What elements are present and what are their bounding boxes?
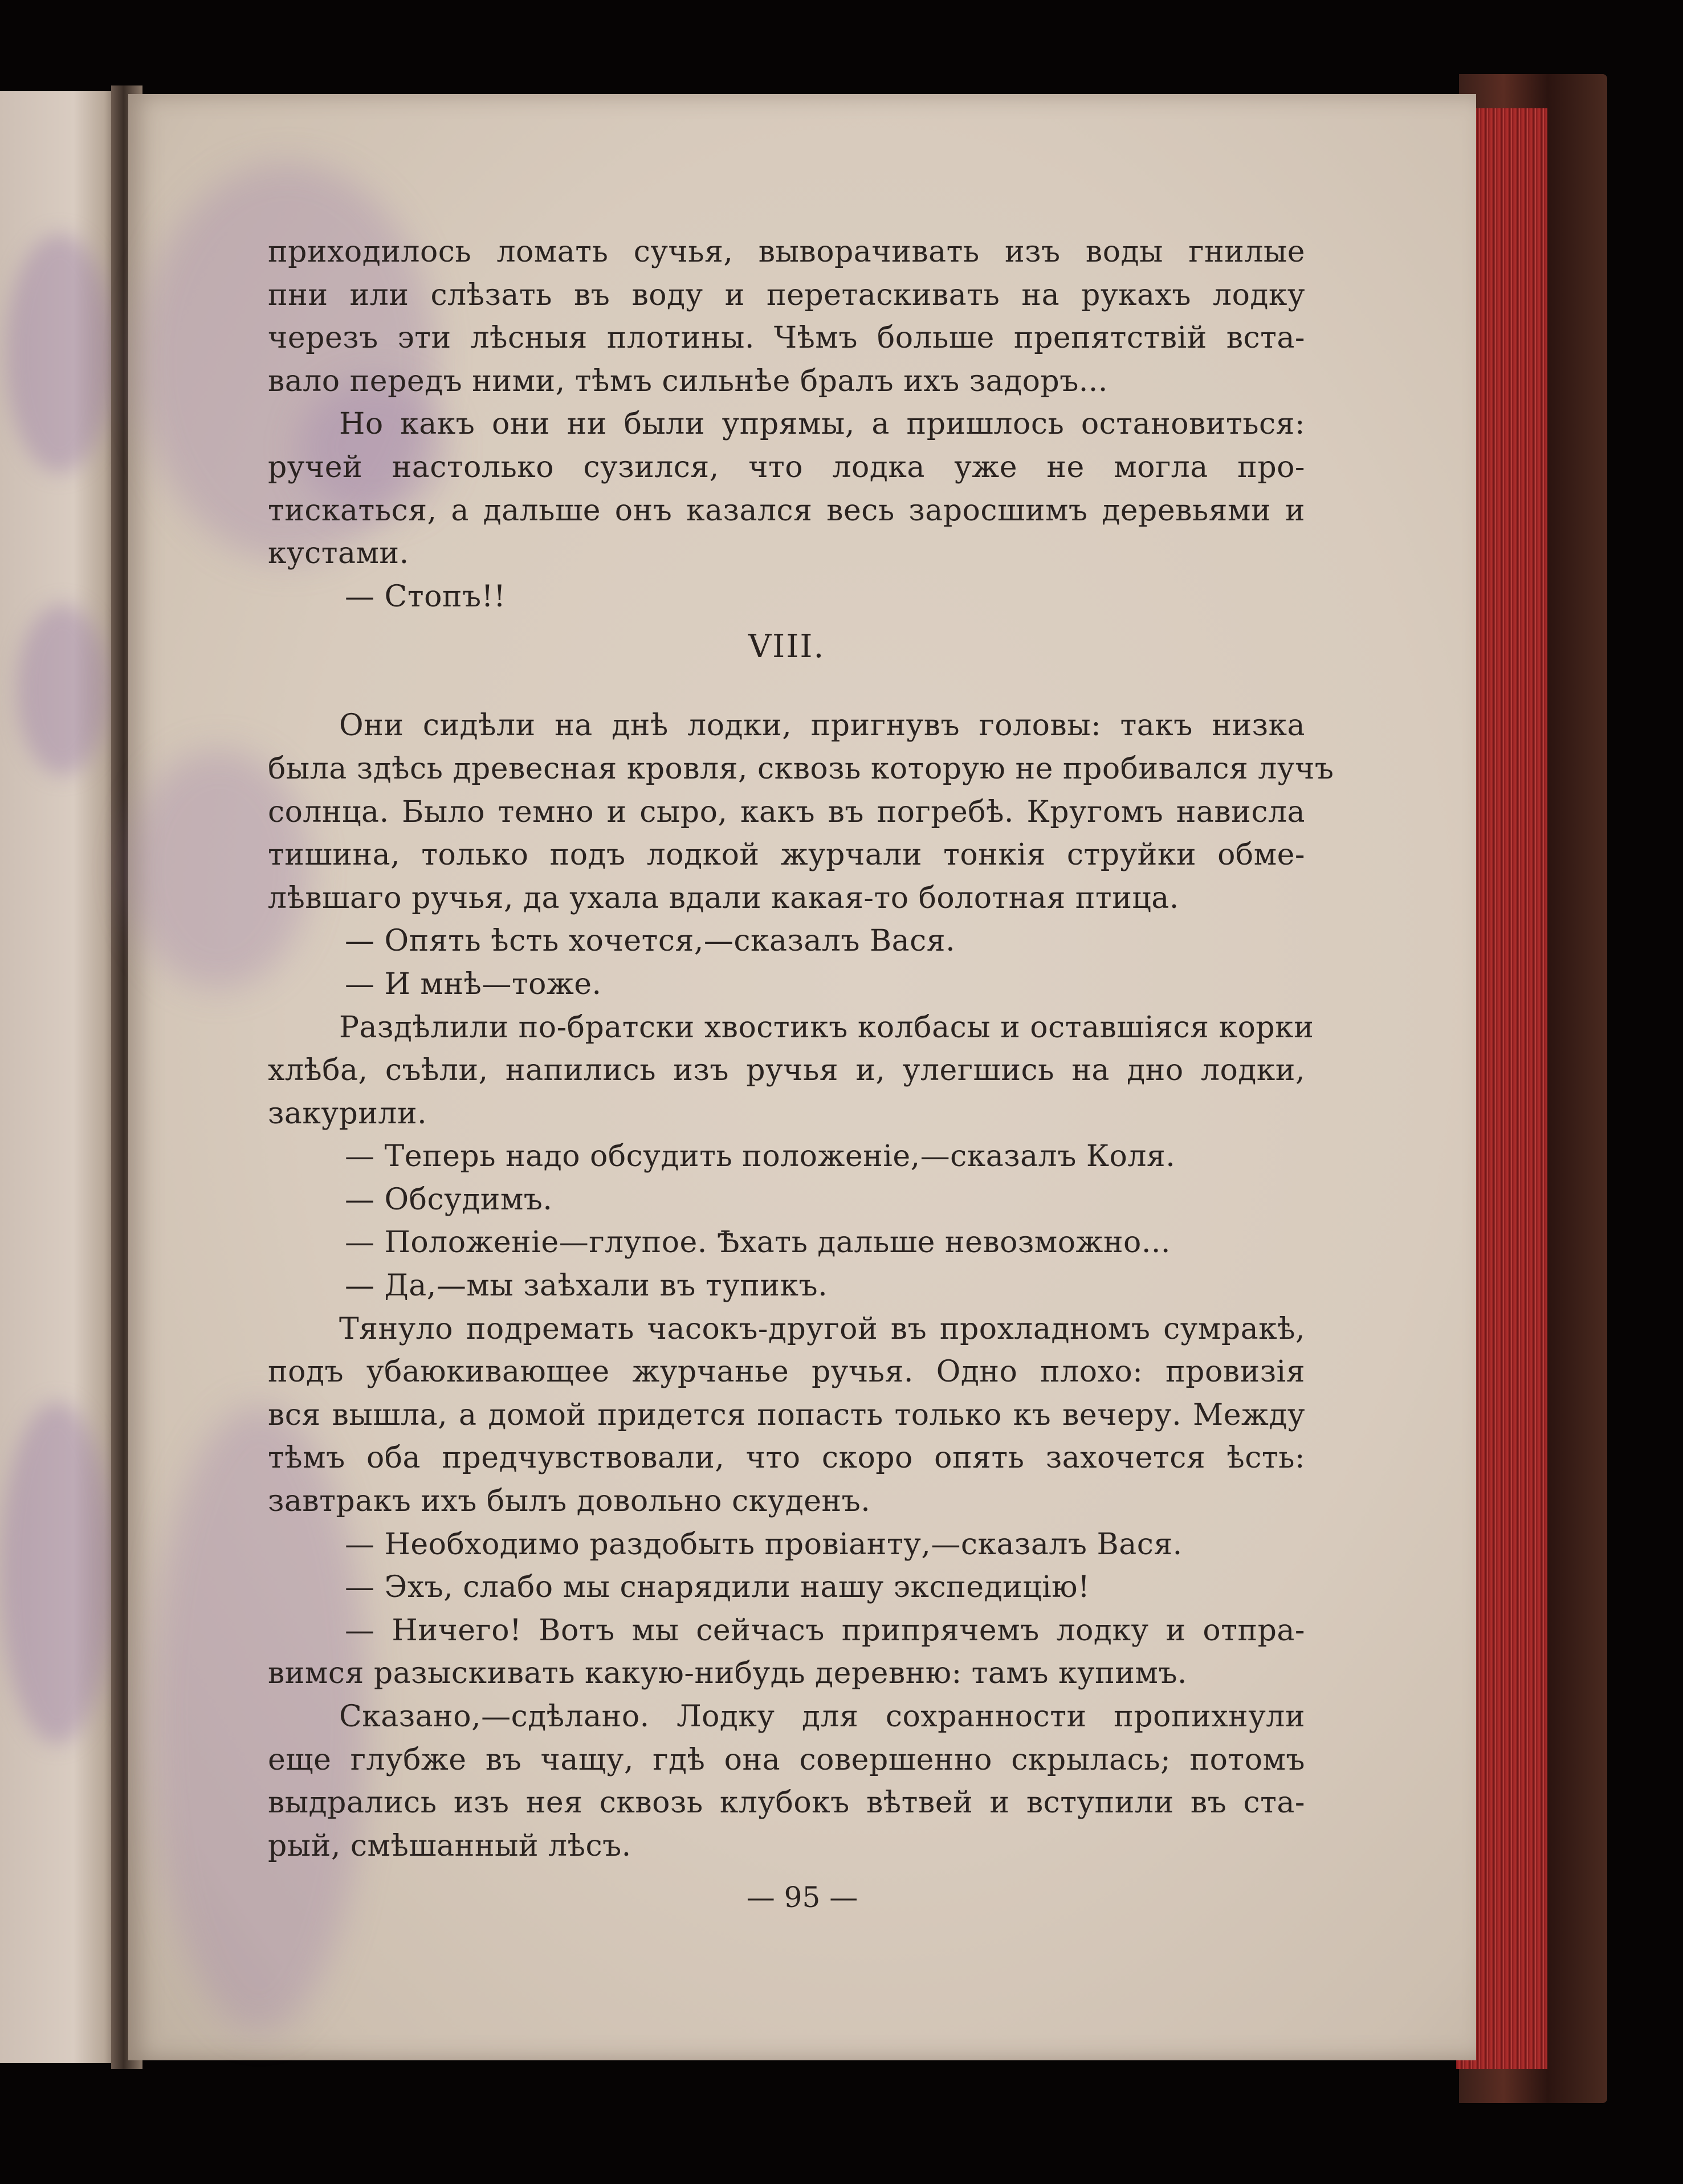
text-line: вимся разыскивать какую-нибудь деревню: тамъ купимъ. [268,1656,1187,1691]
text-line: тѣмъ оба предчувствовали, что скоро опять захочется ѣсть: [268,1441,1305,1476]
text-line: — Ничего! Вотъ мы сейчасъ припрячемъ лодку и отпра- [345,1613,1305,1648]
text-line: — Опять ѣсть хочется,—сказалъ Вася. [345,924,956,959]
text-line: ручей настолько сузился, что лодка уже не могла про- [268,450,1305,484]
text-line: была здѣсь древесная кровля, сквозь которую не пробивался лучъ [268,751,1334,786]
left-page-edge [0,91,123,2063]
page-number: — 95 — [746,1881,858,1914]
text-line: Но какъ они ни были упрямы, а пришлось остановиться: [339,407,1305,442]
text-line: — Обсудимъ. [345,1182,553,1217]
text-line: еще глубже въ чащу, гдѣ она совершенно скрылась; потомъ [268,1742,1305,1777]
text-line: — Стопъ!! [345,579,506,614]
text-line: солнца. Было темно и сыро, какъ въ погребѣ. Кругомъ нависла [268,794,1305,829]
text-line: — Эхъ, слабо мы снарядили нашу экспедицію! [345,1570,1090,1605]
text-line: — И мнѣ—тоже. [345,967,602,1001]
text-line: вся вышла, а домой придется попасть только къ вечеру. Между [268,1397,1305,1432]
text-line: Они сидѣли на днѣ лодки, пригнувъ головы: такъ низка [339,708,1305,743]
text-line: Сказано,—сдѣлано. Лодку для сохранности пропихнули [339,1700,1305,1734]
text-line: — Необходимо раздобыть провіанту,—сказалъ Вася. [345,1527,1183,1562]
text-line: — Да,—мы заѣхали въ тупикъ. [345,1269,828,1303]
text-line: черезъ эти лѣсныя плотины. Чѣмъ больше препятствій вста- [268,321,1305,356]
text-line: закурили. [268,1096,427,1131]
chapter-heading: VIII. [748,628,825,666]
text-line: кустами. [268,536,409,571]
text-line: завтракъ ихъ былъ довольно скуденъ. [268,1484,871,1519]
text-line: тишина, только подъ лодкой журчали тонкія струйки обме- [268,838,1305,873]
text-line: хлѣба, съѣли, напились изъ ручья и, улегшись на дно лодки, [268,1053,1305,1088]
text-line: вало передъ ними, тѣмъ сильнѣе бралъ ихъ задоръ... [268,364,1108,398]
text-line: пни или слѣзать въ воду и перетаскивать на рукахъ лодку [268,278,1305,312]
text-line: Раздѣлили по-братски хвостикъ колбасы и оставшіяся корки [339,1010,1314,1045]
text-line: тискаться, а дальше онъ казался весь заросшимъ деревьями и [268,493,1305,528]
text-line: — Положеніе—глупое. Ѣхать дальше невозможно... [345,1225,1171,1260]
text-line: выдрались изъ нея сквозь клубокъ вѣтвей и вступили въ ста- [268,1786,1305,1820]
body-text [268,231,1334,1868]
text-line: рый, смѣшанный лѣсъ. [268,1828,631,1863]
text-line: лѣвшаго ручья, да ухала вдали какая-то болотная птица. [268,881,1179,915]
text-line: Тянуло подремать часокъ-другой въ прохладномъ сумракѣ, [339,1311,1305,1346]
text-line: — Теперь надо обсудить положеніе,—сказалъ Коля. [345,1139,1176,1174]
text-line: приходилось ломать сучья, выворачивать изъ воды гнилые [268,235,1305,269]
text-line: подъ убаюкивающее журчанье ручья. Одно плохо: провизія [268,1355,1305,1390]
